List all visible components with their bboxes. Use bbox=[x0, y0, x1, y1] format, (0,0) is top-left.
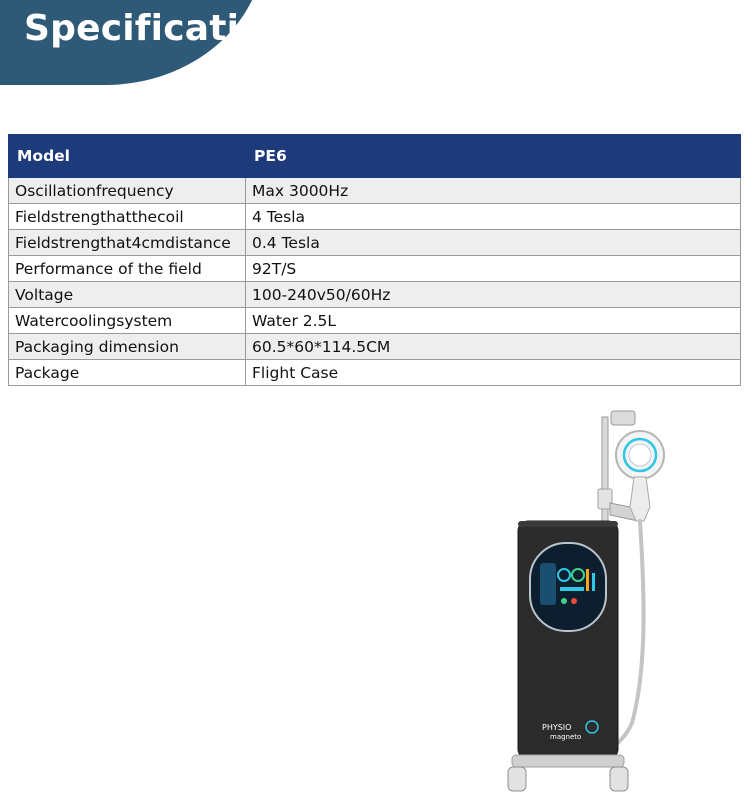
wheel-left bbox=[508, 767, 526, 791]
screen-button-2 bbox=[571, 598, 577, 604]
row-label: Voltage bbox=[9, 282, 246, 308]
page-title: Specification bbox=[24, 8, 290, 49]
table-header-row bbox=[9, 135, 741, 178]
applicator-handle bbox=[630, 477, 650, 521]
row-value: 4 Tesla bbox=[246, 204, 741, 230]
spec-table bbox=[8, 134, 741, 386]
header-model-value: PE6 bbox=[246, 135, 741, 178]
row-label: Fieldstrengthatthecoil bbox=[9, 204, 246, 230]
table-row bbox=[9, 256, 741, 282]
row-value: 92T/S bbox=[246, 256, 741, 282]
screen-bar-1 bbox=[586, 569, 589, 591]
row-value: Max 3000Hz bbox=[246, 178, 741, 204]
row-value: 100-240v50/60Hz bbox=[246, 282, 741, 308]
wheel-right bbox=[610, 767, 628, 791]
table-row bbox=[9, 334, 741, 360]
logo-magneto: magneto bbox=[550, 733, 582, 741]
screen-bar-2 bbox=[592, 573, 595, 591]
row-label: Packaging dimension bbox=[9, 334, 246, 360]
screen-button-1 bbox=[561, 598, 567, 604]
machine-base bbox=[512, 755, 624, 767]
logo-physio: PHYSIO bbox=[542, 723, 572, 732]
row-value: Water 2.5L bbox=[246, 308, 741, 334]
row-label: Fieldstrengthat4cmdistance bbox=[9, 230, 246, 256]
applicator-center bbox=[629, 444, 651, 466]
row-value: 0.4 Tesla bbox=[246, 230, 741, 256]
table-row bbox=[9, 360, 741, 386]
table-row bbox=[9, 230, 741, 256]
row-label: Watercoolingsystem bbox=[9, 308, 246, 334]
row-value: Flight Case bbox=[246, 360, 741, 386]
screen-bar-3 bbox=[560, 587, 584, 591]
row-label: Package bbox=[9, 360, 246, 386]
row-label: Performance of the field bbox=[9, 256, 246, 282]
table-row bbox=[9, 282, 741, 308]
pole-top-cap bbox=[611, 411, 635, 425]
product-image bbox=[498, 405, 673, 800]
screen-panel-figure bbox=[540, 563, 556, 605]
machine-top-edge bbox=[518, 521, 618, 527]
row-label: Oscillationfrequency bbox=[9, 178, 246, 204]
table-row bbox=[9, 308, 741, 334]
header-model-label: Model bbox=[9, 135, 246, 178]
table-row bbox=[9, 204, 741, 230]
row-value: 60.5*60*114.5CM bbox=[246, 334, 741, 360]
table-row bbox=[9, 178, 741, 204]
